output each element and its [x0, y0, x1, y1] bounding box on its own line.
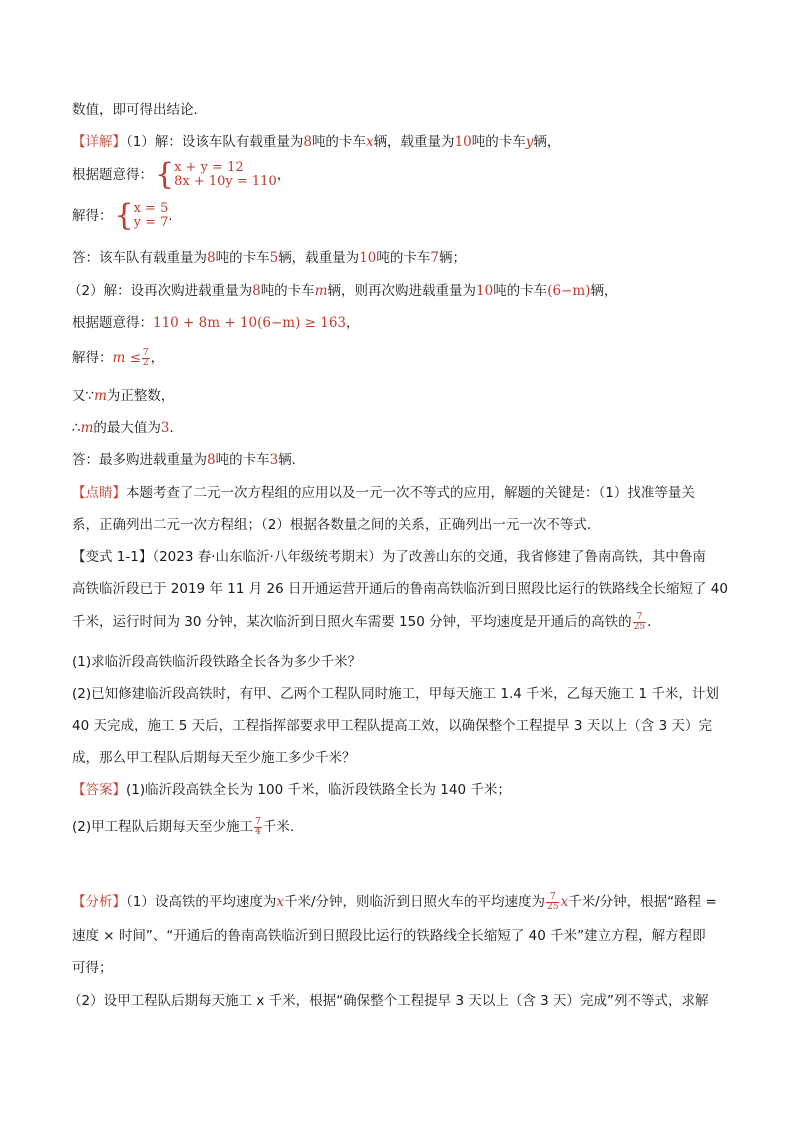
text-line: （2）设甲工程队后期每天施工 x 千米，根据“确保整个工程提早 3 天以上（含 3 天）完成”列不等式，求解 [68, 993, 709, 1009]
text-line: 可得； [72, 960, 113, 976]
fraction: $\frac{7}{4}$ [255, 816, 261, 837]
answer-tag: 【答案】 [72, 782, 126, 798]
detail-line: 【详解】（1）解：设该车队有载重量为8吨的卡车x辆，载重量为10吨的卡车y辆， [72, 134, 561, 150]
detail-tag: 【详解】 [72, 134, 126, 150]
equation-system-1: 根据题意得：{ x + y = 12 8x + 10y = 110 ， [72, 157, 291, 192]
point-line: 【点睛】本题考查了二元一次方程组的应用以及一元一次不等式的应用，解题的关键是：（1）找准等量关 [72, 485, 695, 501]
text-line: ∴m的最大值为3． [72, 420, 183, 436]
text-line: 根据题意得：110 + 8m + 10(6−m) ≥ 163， [72, 315, 360, 331]
point-tag: 【点睛】 [72, 485, 126, 501]
fraction: $\frac{7}{2}$ [142, 347, 149, 368]
text-line: 数值，即可得出结论． [72, 102, 207, 118]
variant-heading: 【变式 1-1】（2023 春·山东临沂·八年级统考期末）为了改善山东的交通，我省修建了鲁南高铁，其中鲁南 [72, 549, 706, 565]
text-line: 答：最多购进载重量为8吨的卡车3辆． [72, 452, 306, 468]
text-line: 成，那么甲工程队后期每天至少施工多少千米？ [72, 750, 356, 766]
fraction: $\frac{7}{25}$ [547, 891, 559, 912]
text-line: 系，正确列出二元一次方程组；（2）根据各数量之间的关系，正确列出一元一次不等式． [72, 517, 601, 533]
text-line: 千米，运行时间为 30 分钟，某次临沂到日照火车需要 150 分钟，平均速度是开通后的高铁的 $\frac{7}{25}$ ． [72, 611, 661, 632]
text-line: 40 天完成，施工 5 天后，工程指挥部要求甲工程队提高工效，以确保整个工程提早 3 天以上（含 3 天）完 [72, 718, 712, 734]
brace-symbol: { [155, 157, 175, 192]
analysis-tag: 【分析】 [72, 894, 126, 910]
question-2: (2)已知修建临沂段高铁时，有甲、乙两个工程队同时施工，甲每天施工 1.4 千米，乙每天施工 1 千米，计划 [72, 686, 719, 702]
text-line: 解得：m ≤ $\frac{7}{2}$ ， [72, 347, 165, 368]
text-line: 速度 × 时间”、“开通后的鲁南高铁临沂到日照段比运行的铁路线全长缩短了 40 千米”建立方程，解方程即 [72, 928, 706, 944]
question-1: (1)求临沂段高铁临沂段铁路全长各为多少千米？ [72, 654, 362, 670]
analysis-line: 【分析】（1）设高铁的平均速度为x千米/分钟，则临沂到日照火车的平均速度为 $\frac{7}{25}$ x千米/分钟，根据“路程 = [72, 891, 717, 912]
brace-symbol: { [114, 198, 134, 233]
text-line: 高铁临沂段已于 2019 年 11 月 26 日开通运营开通后的鲁南高铁临沂到日照段比运行的铁路线全长缩短了 40 [72, 581, 728, 597]
answer-line: 【答案】(1)临沂段高铁全长为 100 千米，临沂段铁路全长为 140 千米； [72, 782, 511, 798]
text-line: (2)甲工程队后期每天至少施工 $\frac{7}{4}$ 千米． [72, 816, 304, 837]
equation-system-2: 解得：{ x = 5 y = 7 ． [72, 198, 182, 233]
text-line: 答：该车队有载重量为8吨的卡车5辆，载重量为10吨的卡车7辆； [72, 250, 466, 266]
fraction: $\frac{7}{25}$ [633, 611, 646, 632]
text-line: （2）解：设再次购进载重量为8吨的卡车m辆，则再次购进载重量为10吨的卡车(6−m)辆， [68, 283, 618, 299]
text-line: 又∵m为正整数， [72, 388, 175, 404]
